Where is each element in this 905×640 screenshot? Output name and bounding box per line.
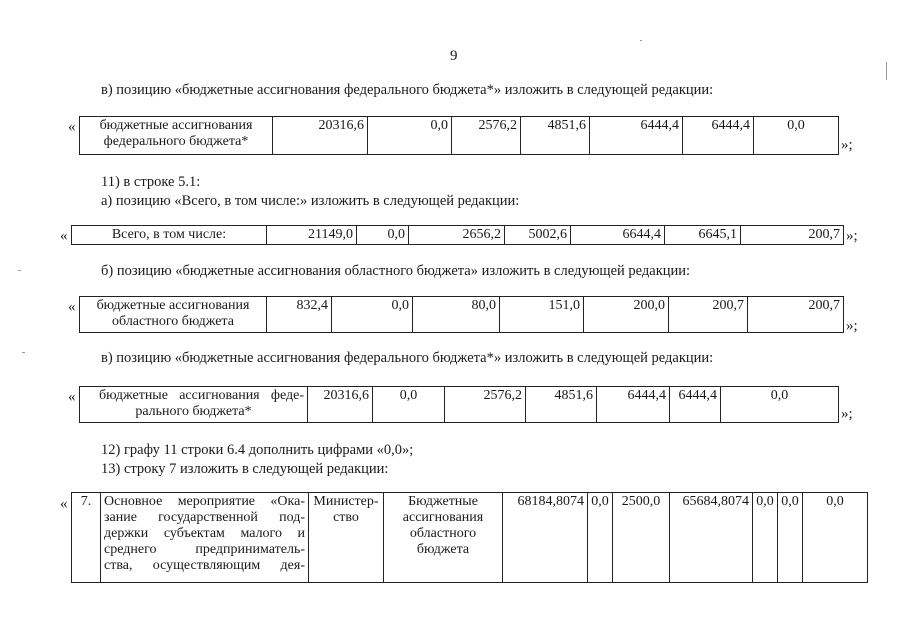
scan-mark <box>640 40 642 41</box>
value-cell: 200,7 <box>741 226 844 245</box>
paragraph-v-federal-1: в) позицию «бюджетные ассигнования федерального бюджета*» изложить в следующей редакции: <box>101 82 714 98</box>
table-row-7 <box>71 492 868 583</box>
description-line: зание государственной под- <box>104 510 305 525</box>
row-label-line1: бюджетные ассигнования <box>99 118 253 133</box>
funding-source-cell <box>384 493 503 583</box>
row-label-line2: федерального бюджета* <box>103 134 249 149</box>
source-line: ассигнования <box>402 510 484 525</box>
description-line: ства, осуществляющим дея- <box>104 558 305 573</box>
row-label-line1: бюджетные ассигнования феде- <box>99 388 304 403</box>
table-regional-budget <box>79 296 844 333</box>
paragraph-11: 11) в строке 5.1: <box>101 174 201 190</box>
value-cell: 0,0 <box>754 117 839 155</box>
open-quote: « <box>60 228 68 244</box>
row-label: Всего, в том числе: <box>72 226 267 245</box>
scan-mark <box>18 270 21 271</box>
value-cell: 80,0 <box>413 297 500 333</box>
value-cell: 20316,6 <box>273 117 368 155</box>
paragraph-12: 12) графу 11 строки 6.4 дополнить цифрами «0,0»; <box>101 442 414 458</box>
value-cell: 20316,6 <box>308 387 373 423</box>
value-cell: 200,7 <box>748 297 844 333</box>
value-cell: 0,0 <box>588 493 613 583</box>
paragraph-a: а) позицию «Всего, в том числе:» изложить в следующей редакции: <box>101 193 520 209</box>
value-cell: 832,4 <box>267 297 332 333</box>
open-quote: « <box>68 389 76 405</box>
row-label <box>80 117 273 155</box>
row-label <box>80 297 267 333</box>
value-cell: 2500,0 <box>613 493 670 583</box>
value-cell: 200,0 <box>584 297 669 333</box>
source-line: областного <box>409 526 477 541</box>
value-cell: 0,0 <box>803 493 868 583</box>
value-cell: 4851,6 <box>521 117 590 155</box>
value-cell: 6444,4 <box>683 117 754 155</box>
value-cell: 0,0 <box>778 493 803 583</box>
row-label-line2: областного бюджета <box>112 314 234 329</box>
source-line: бюджета <box>416 542 470 557</box>
row-description <box>101 493 309 583</box>
description-line: держки субъектам малого и <box>104 526 305 541</box>
executor-cell <box>309 493 384 583</box>
open-quote: « <box>60 496 68 512</box>
value-cell: 65684,8074 <box>670 493 753 583</box>
paragraph-v-federal-2: в) позицию «бюджетные ассигнования федерального бюджета*» изложить в следующей редакции: <box>101 350 714 366</box>
value-cell: 6645,1 <box>665 226 741 245</box>
value-cell: 68184,8074 <box>503 493 588 583</box>
page-number: 9 <box>450 48 458 64</box>
table-federal-budget-1 <box>79 116 839 155</box>
value-cell: 6444,4 <box>670 387 721 423</box>
row-label-line1: бюджетные ассигнования <box>96 298 250 313</box>
value-cell: 2656,2 <box>409 226 505 245</box>
description-line: Основное мероприятие «Ока- <box>104 494 305 509</box>
paragraph-13: 13) строку 7 изложить в следующей редакции: <box>101 461 389 477</box>
value-cell: 6444,4 <box>590 117 683 155</box>
scan-mark <box>886 62 887 80</box>
source-line: Бюджетные <box>408 494 478 509</box>
row-label <box>80 387 308 423</box>
close-quote: »; <box>841 406 853 422</box>
row-label-line2: рального бюджета* <box>135 404 252 419</box>
close-quote: »; <box>841 137 853 153</box>
value-cell: 151,0 <box>500 297 584 333</box>
open-quote: « <box>68 299 76 315</box>
executor-line: ство <box>333 510 359 525</box>
table-total <box>71 225 844 245</box>
value-cell: 0,0 <box>332 297 413 333</box>
executor-line: Министер- <box>313 494 379 509</box>
value-cell: 0,0 <box>368 117 452 155</box>
value-cell: 0,0 <box>721 387 839 423</box>
value-cell: 6644,4 <box>571 226 665 245</box>
value-cell: 21149,0 <box>267 226 357 245</box>
value-cell: 5002,6 <box>505 226 571 245</box>
close-quote: »; <box>846 228 858 244</box>
table-federal-budget-2 <box>79 386 839 423</box>
close-quote: »; <box>846 318 858 334</box>
paragraph-b: б) позицию «бюджетные ассигнования областного бюджета» изложить в следующей редакции: <box>101 263 691 279</box>
open-quote: « <box>68 119 76 135</box>
value-cell: 200,7 <box>669 297 748 333</box>
value-cell: 4851,6 <box>526 387 597 423</box>
scan-mark <box>22 352 25 353</box>
value-cell: 6444,4 <box>597 387 670 423</box>
value-cell: 2576,2 <box>452 117 521 155</box>
row-number: 7. <box>72 493 101 583</box>
value-cell: 2576,2 <box>445 387 526 423</box>
value-cell: 0,0 <box>373 387 445 423</box>
value-cell: 0,0 <box>753 493 778 583</box>
value-cell: 0,0 <box>357 226 409 245</box>
description-line: среднего предприниматель- <box>104 542 305 557</box>
